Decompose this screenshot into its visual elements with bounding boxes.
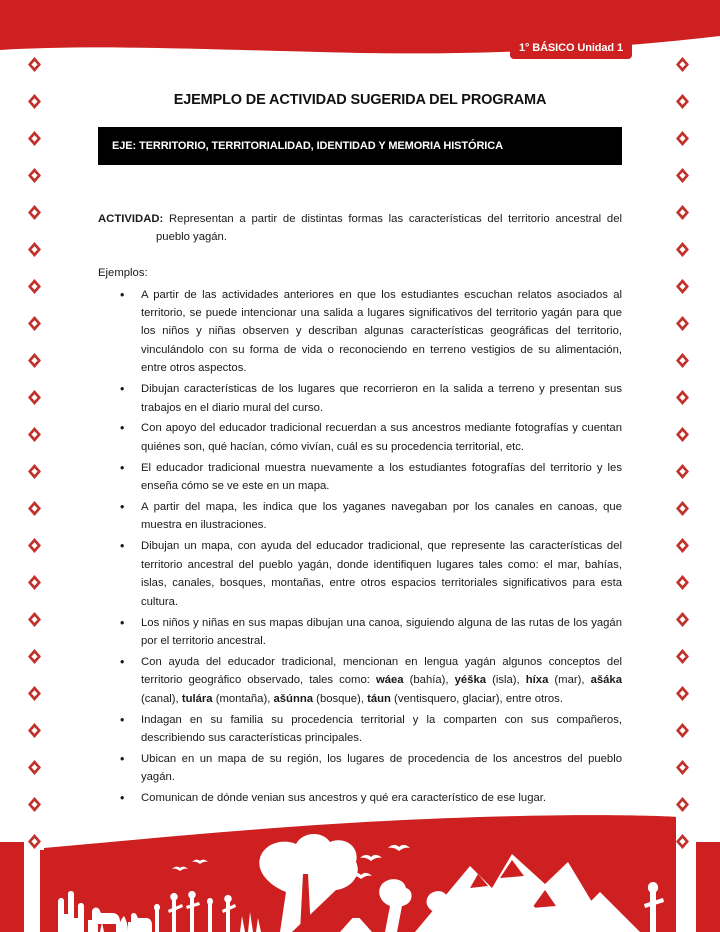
list-item-text: El educador tradicional muestra nuevamente a los estudiantes fotografías del territorio y les enseña cómo se ve este en un mapa. <box>141 461 622 493</box>
eje-bar-label: EJE: TERRITORIO, TERRITORIALIDAD, IDENTIDAD Y MEMORIA HISTÓRICA <box>112 139 503 152</box>
list-item <box>98 614 622 651</box>
eje-bar <box>98 127 622 165</box>
list-item <box>98 380 622 417</box>
yagan-term: ašúnna <box>273 692 314 705</box>
footer-landscape-art <box>0 814 720 932</box>
list-item-text: Indagan en su familia su procedencia territorial y la comparten con sus compañeros, describiendo sus características principales. <box>141 713 622 744</box>
page-content <box>0 78 720 810</box>
list-item-text: Los niños y niñas en sus mapas dibujan una canoa, siguiendo alguna de las rutas de los yagán por el territorio ancestral. <box>141 616 622 647</box>
list-item-text: A partir del mapa, les indica que los yaganes navegaban por los canales en canoas, que muestra en ilustraciones. <box>141 501 622 532</box>
list-item <box>98 286 622 378</box>
list-item-text: Dibujan un mapa, con ayuda del educador tradicional, que represente las características del territorio ancestral del pueblo yagán, donde identifiquen lugares tales como: el mar, bahías, islas, canales, bosques, montañas, entre otros espacios territoriales significativos para esta cultura. <box>141 540 622 608</box>
yagan-term: táun <box>367 692 391 705</box>
yagan-term-gloss: (bahía), <box>403 674 455 687</box>
list-item <box>98 653 622 708</box>
list-item <box>98 459 622 496</box>
unit-badge: 1° BÁSICO Unidad 1 <box>510 37 632 59</box>
examples-list <box>98 286 622 808</box>
list-item-text: Con ayuda del educador tradicional, mencionan en lengua yagán algunos conceptos del territorio geográfico observado, tales como: <box>141 655 622 687</box>
top-red-banner <box>0 0 720 72</box>
yagan-term-gloss: (montaña), <box>212 692 274 705</box>
page-title: EJEMPLO DE ACTIVIDAD SUGERIDA DEL PROGRAMA <box>173 92 547 108</box>
activity-text: Representan a partir de distintas formas las características del territorio ancestral del pueblo yagán. <box>156 213 622 244</box>
activity-label: ACTIVIDAD: <box>98 213 164 225</box>
yagan-term-gloss: (bosque), <box>313 692 368 705</box>
list-item <box>98 750 622 787</box>
yagan-term-gloss: (ventisquero, glaciar), entre otros. <box>390 692 563 705</box>
list-item-text: Ubican en un mapa de su región, los lugares de procedencia de los ancestros del pueblo yagán. <box>141 752 622 784</box>
yagan-term-gloss: (isla), <box>486 674 526 687</box>
list-item <box>98 789 622 807</box>
yagan-term: wáea <box>375 674 404 687</box>
list-item <box>98 711 622 748</box>
list-item-text: A partir de las actividades anteriores en que los estudiantes escuchan relatos asociados al territorio, se puede intencionar una salida a lugares significativos del territorio yagán para que los niños y niñas observen y describan algunas características geográficas del territorio, vinculándolo con su forma de vida o reconociendo en terreno vestigios de su alimentación, entre otros aspectos. <box>141 288 622 375</box>
list-item-text: Con apoyo del educador tradicional recuerdan a sus ancestros mediante fotografías y cuentan quiénes son, qué hacían, cómo vivían, cuál es su procedencia territorial, etc. <box>141 422 622 453</box>
yagan-term: híxa <box>525 674 549 687</box>
yagan-term: yéška <box>454 674 487 687</box>
list-item <box>98 419 622 456</box>
list-item-text: Dibujan características de los lugares que recorrieron en la salida a terreno y presentan sus trabajos en el diario mural del curso. <box>141 383 622 414</box>
list-item <box>98 537 622 611</box>
yagan-term: ašáka <box>590 674 622 687</box>
yagan-term-gloss: (canal), <box>141 692 182 705</box>
list-item <box>98 498 622 535</box>
yagan-term: tulára <box>181 692 213 705</box>
yagan-term-gloss: (mar), <box>548 674 591 687</box>
examples-label: Ejemplos: <box>98 266 148 279</box>
activity-statement <box>98 210 622 247</box>
list-item-text: Comunican de dónde venian sus ancestros y qué era característico de ese lugar. <box>141 792 547 805</box>
